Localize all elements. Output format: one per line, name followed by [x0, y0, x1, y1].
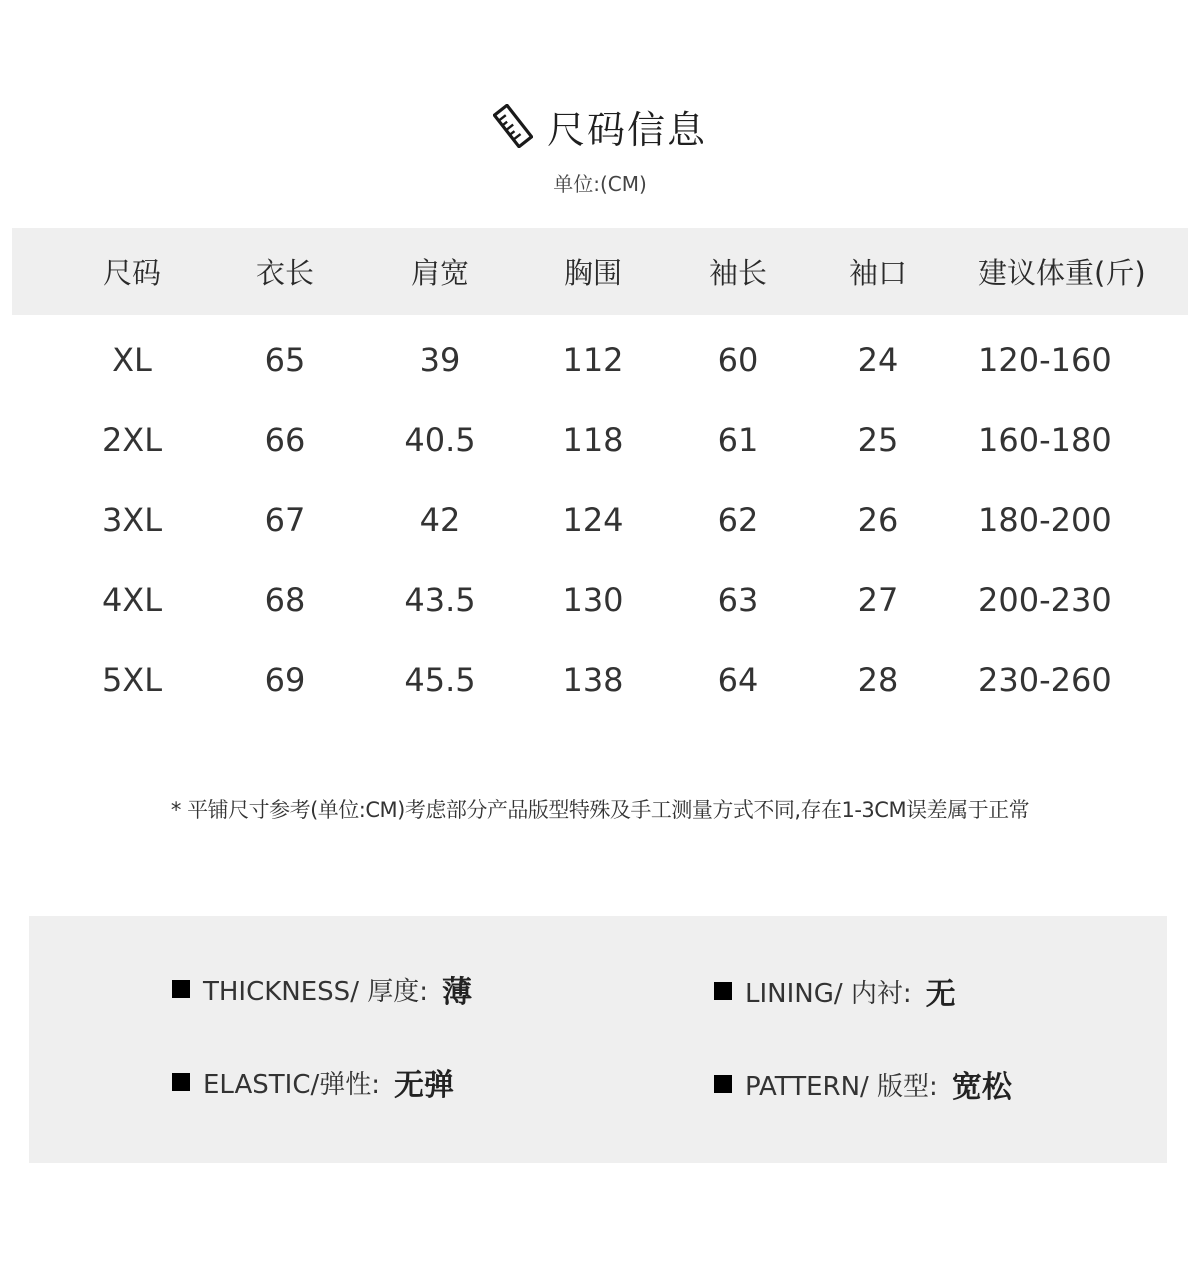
table-row: [12, 320, 1188, 400]
cell-sleeve: 62: [717, 501, 759, 539]
cell-shoulder: 43.5: [404, 581, 476, 619]
cell-cuff: 25: [857, 421, 899, 459]
spec-value: 薄: [441, 975, 472, 1010]
bullet-square-icon: [172, 1073, 190, 1091]
cell-weight: 200-230: [978, 581, 1112, 619]
cell-size: 5XL: [101, 661, 163, 699]
spec-thickness: [172, 969, 472, 1009]
bullet-square-icon: [714, 982, 732, 1000]
column-header-shoulder: 肩宽: [410, 256, 469, 290]
spec-value: 无弹: [394, 1068, 455, 1103]
table-row: [12, 560, 1188, 640]
spec-label: LINING/ 内衬:: [745, 978, 912, 1009]
cell-shoulder: 39: [419, 341, 461, 379]
unit-label: 单位:(CM): [553, 172, 647, 196]
ruler-icon: [493, 104, 533, 148]
cell-cuff: 27: [857, 581, 899, 619]
cell-length: 66: [264, 421, 306, 459]
measurement-note: * 平铺尺寸参考(单位:CM)考虑部分产品版型特殊及手工测量方式不同,存在1-3CM误差属于正常: [170, 798, 1030, 822]
title-bar: [0, 98, 1200, 154]
column-header-cuff: 袖口: [848, 256, 907, 290]
cell-shoulder: 42: [419, 501, 461, 539]
bullet-square-icon: [714, 1075, 732, 1093]
cell-chest: 124: [562, 501, 624, 539]
cell-weight: 120-160: [978, 341, 1112, 379]
table-row: [12, 480, 1188, 560]
cell-length: 67: [264, 501, 306, 539]
spec-panel: [29, 916, 1167, 1163]
cell-shoulder: 45.5: [404, 661, 476, 699]
cell-weight: 180-200: [978, 501, 1112, 539]
cell-cuff: 28: [857, 661, 899, 699]
spec-elastic: [172, 1062, 454, 1102]
cell-chest: 138: [562, 661, 624, 699]
cell-size: 4XL: [101, 581, 163, 619]
cell-cuff: 24: [857, 341, 899, 379]
column-header-size: 尺码: [102, 256, 161, 290]
cell-chest: 112: [562, 341, 624, 379]
spec-value: 宽松: [951, 1070, 1012, 1105]
spec-label: PATTERN/ 版型:: [745, 1071, 938, 1102]
column-header-chest: 胸围: [563, 256, 622, 290]
column-header-length: 衣长: [255, 256, 314, 290]
cell-size: 3XL: [101, 501, 163, 539]
cell-weight: 230-260: [978, 661, 1112, 699]
column-header-weight: 建议体重(斤): [978, 256, 1146, 290]
cell-sleeve: 60: [717, 341, 759, 379]
table-body: [12, 315, 1188, 720]
size-table: [12, 228, 1188, 720]
spec-value: 无: [925, 977, 956, 1012]
spec-label: THICKNESS/ 厚度:: [203, 976, 428, 1007]
cell-length: 68: [264, 581, 306, 619]
table-header: [12, 228, 1188, 315]
cell-chest: 118: [562, 421, 624, 459]
table-row: [12, 640, 1188, 720]
cell-chest: 130: [562, 581, 624, 619]
cell-shoulder: 40.5: [404, 421, 476, 459]
cell-length: 65: [264, 341, 306, 379]
cell-sleeve: 64: [717, 661, 759, 699]
cell-weight: 160-180: [978, 421, 1112, 459]
column-header-sleeve: 袖长: [708, 256, 767, 290]
spec-label: ELASTIC/弹性:: [203, 1069, 381, 1100]
cell-sleeve: 63: [717, 581, 759, 619]
cell-size: 2XL: [101, 421, 163, 459]
table-row: [12, 400, 1188, 480]
cell-cuff: 26: [857, 501, 899, 539]
spec-pattern: [714, 1064, 1012, 1104]
page-title: 尺码信息: [546, 107, 707, 152]
spec-lining: [714, 971, 956, 1011]
bullet-square-icon: [172, 980, 190, 998]
cell-length: 69: [264, 661, 306, 699]
cell-size: XL: [112, 341, 152, 379]
cell-sleeve: 61: [717, 421, 759, 459]
